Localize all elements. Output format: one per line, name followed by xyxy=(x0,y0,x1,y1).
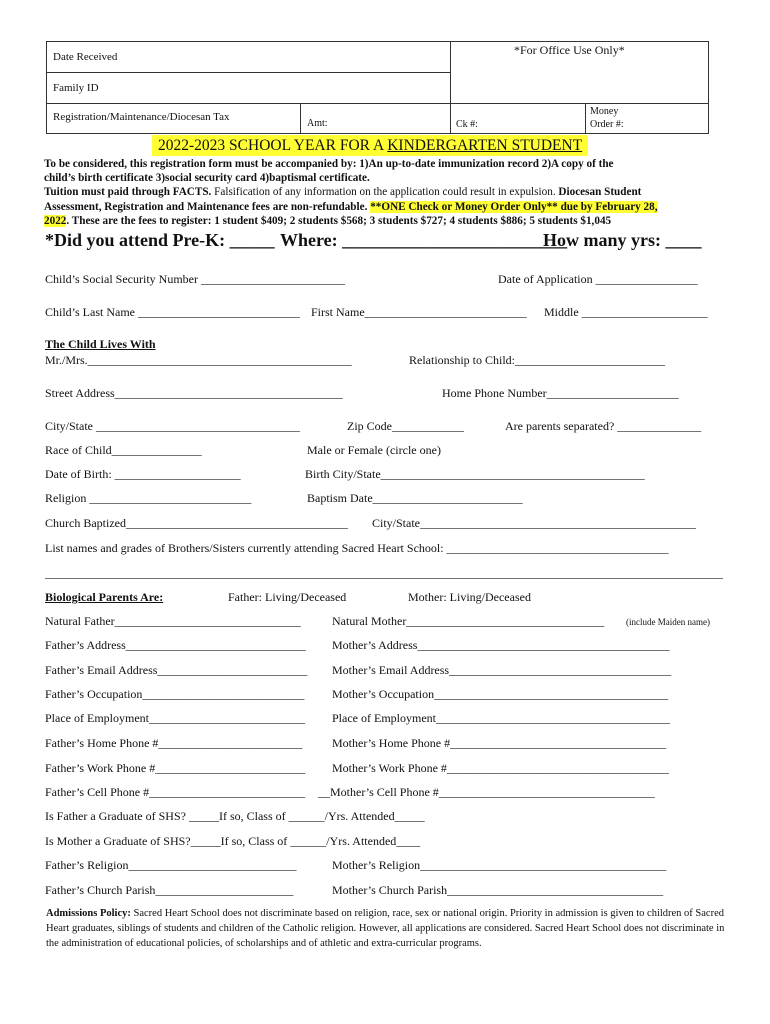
father-church-parish-field[interactable]: Father’s Church Parish_______________________ xyxy=(45,883,294,897)
diocesan-note: Diocesan Student xyxy=(555,186,642,198)
instructions-line-1: To be considered, this registration form must be accompanied by: 1)An up-to-date immunization record 2)A copy of the xyxy=(44,158,614,170)
father-status-field[interactable]: Father: Living/Deceased xyxy=(228,590,347,604)
gender-field[interactable]: Male or Female (circle one) xyxy=(307,443,441,457)
baptism-date-field[interactable]: Baptism Date_________________________ xyxy=(307,491,523,505)
biological-parents-heading: Biological Parents Are: xyxy=(45,590,164,604)
form-title-text: 2022-2023 SCHOOL YEAR FOR A xyxy=(158,137,388,154)
mother-email-field[interactable]: Mother’s Email Address_____________________________________ xyxy=(332,663,672,677)
instructions-line-2: child’s birth certificate 3)social security card 4)baptismal certificate. xyxy=(44,172,370,184)
siblings-continuation-field[interactable]: _________________________________________________________________________________________________________________ xyxy=(45,566,723,580)
admissions-policy-label: Admissions Policy: xyxy=(46,908,131,919)
first-name-field[interactable]: First Name___________________________ xyxy=(311,305,527,319)
admissions-policy-text: Sacred Heart School does not discriminate based on religion, race, sex or national origin. Priority in admission is given to children of Sacred Heart graduates, siblings of students and children of the Catholic religion. However, all applications are considered. Sacred Heart School does not discriminate in the administration of educational policies, of scholarships and of athletic and extra-curricular programs. xyxy=(46,908,725,949)
form-title-underlined: KINDERGARTEN STUDENT xyxy=(387,137,583,154)
home-phone-field[interactable]: Home Phone Number______________________ xyxy=(442,386,679,400)
father-address-field[interactable]: Father’s Address______________________________ xyxy=(45,638,306,652)
mother-graduate-field[interactable]: Is Mother a Graduate of SHS?_____If so, Class of ______/Yrs. Attended____ xyxy=(45,834,421,848)
middle-name-field[interactable]: Middle _____________________ xyxy=(544,305,708,319)
father-religion-field[interactable]: Father’s Religion____________________________ xyxy=(45,858,297,872)
child-lives-with-heading: The Child Lives With xyxy=(45,337,156,351)
last-name-field[interactable]: Child’s Last Name ___________________________ xyxy=(45,305,300,319)
mother-status-field[interactable]: Mother: Living/Deceased xyxy=(408,590,531,604)
ssn-field[interactable]: Child’s Social Security Number ________________________ xyxy=(45,272,345,286)
siblings-field[interactable]: List names and grades of Brothers/Sisters currently attending Sacred Heart School: _____________________________________ xyxy=(45,541,669,555)
family-id-label: Family ID xyxy=(53,82,99,94)
deadline-year-highlight: 2022 xyxy=(44,215,67,227)
father-email-field[interactable]: Father’s Email Address_________________________ xyxy=(45,663,308,677)
father-cell-phone-field[interactable]: Father’s Cell Phone #__________________________ xyxy=(45,785,306,799)
mother-religion-field[interactable]: Mother’s Religion_________________________________________ xyxy=(332,858,667,872)
instructions-line-3 xyxy=(44,185,641,200)
prek-years-field[interactable]: How many yrs: ____ xyxy=(543,230,702,250)
church-baptized-field[interactable]: Church Baptized_____________________________________ xyxy=(45,516,348,530)
date-of-birth-field[interactable]: Date of Birth: _____________________ xyxy=(45,467,241,481)
birth-city-field[interactable]: Birth City/State____________________________________________ xyxy=(305,467,645,481)
prek-attend-field[interactable]: *Did you attend Pre-K: _____ xyxy=(45,230,275,250)
father-occupation-field[interactable]: Father’s Occupation___________________________ xyxy=(45,687,305,701)
parents-separated-field[interactable]: Are parents separated? ______________ xyxy=(505,419,702,433)
money-label: Money xyxy=(590,106,619,117)
registration-tax-label: Registration/Maintenance/Diocesan Tax xyxy=(53,111,230,123)
father-employment-field[interactable]: Place of Employment__________________________ xyxy=(45,711,305,725)
fees-note: Assessment, Registration and Maintenance fees are non-refundable. xyxy=(44,201,371,213)
amount-label: Amt: xyxy=(307,118,328,129)
mother-church-parish-field[interactable]: Mother’s Church Parish____________________________________ xyxy=(332,883,664,897)
relationship-field[interactable]: Relationship to Child:_________________________ xyxy=(409,353,666,367)
order-number-label: Order #: xyxy=(590,119,624,130)
form-title xyxy=(152,135,588,156)
prek-where-field[interactable]: Where: _________________________ xyxy=(280,230,568,250)
natural-father-field[interactable]: Natural Father_______________________________ xyxy=(45,614,301,628)
father-work-phone-field[interactable]: Father’s Work Phone #_________________________ xyxy=(45,761,306,775)
tuition-note: Tuition must paid through FACTS. xyxy=(44,186,212,198)
father-home-phone-field[interactable]: Father’s Home Phone #________________________ xyxy=(45,736,303,750)
religion-field[interactable]: Religion ___________________________ xyxy=(45,491,252,505)
mother-cell-phone-field[interactable]: __Mother’s Cell Phone #____________________________________ xyxy=(318,785,655,799)
natural-mother-field[interactable]: Natural Mother_________________________________ xyxy=(332,614,605,628)
falsification-note: Falsification of any information on the application could result in expulsion. xyxy=(211,186,556,198)
zip-code-field[interactable]: Zip Code____________ xyxy=(347,419,464,433)
mother-address-field[interactable]: Mother’s Address__________________________________________ xyxy=(332,638,670,652)
mother-employment-field[interactable]: Place of Employment_______________________________________ xyxy=(332,711,670,725)
father-graduate-field[interactable]: Is Father a Graduate of SHS? _____If so, Class of ______/Yrs. Attended_____ xyxy=(45,809,425,823)
payment-deadline-highlight: **ONE Check or Money Order Only** due by February 28, xyxy=(370,201,658,213)
race-field[interactable]: Race of Child_______________ xyxy=(45,443,202,457)
check-number-label: Ck #: xyxy=(456,119,478,130)
mother-home-phone-field[interactable]: Mother’s Home Phone #____________________________________ xyxy=(332,736,667,750)
date-of-application-field[interactable]: Date of Application _________________ xyxy=(498,272,698,286)
date-received-label: Date Received xyxy=(53,51,118,63)
maiden-name-note: (include Maiden name) xyxy=(626,617,710,627)
mother-work-phone-field[interactable]: Mother’s Work Phone #_____________________________________ xyxy=(332,761,669,775)
mother-occupation-field[interactable]: Mother’s Occupation_______________________________________ xyxy=(332,687,669,701)
admissions-policy xyxy=(46,906,726,951)
office-use-heading: *For Office Use Only* xyxy=(514,43,625,57)
church-city-state-field[interactable]: City/State______________________________________________ xyxy=(372,516,696,530)
city-state-field[interactable]: City/State __________________________________ xyxy=(45,419,300,433)
instructions-line-4 xyxy=(44,200,658,215)
instructions-line-5 xyxy=(44,214,611,229)
fee-schedule: . These are the fees to register: 1 student $409; 2 students $568; 3 students $727; 4 students $886; 5 students $1,045 xyxy=(66,215,612,227)
guardian-name-field[interactable]: Mr./Mrs.____________________________________________ xyxy=(45,353,352,367)
street-address-field[interactable]: Street Address______________________________________ xyxy=(45,386,343,400)
